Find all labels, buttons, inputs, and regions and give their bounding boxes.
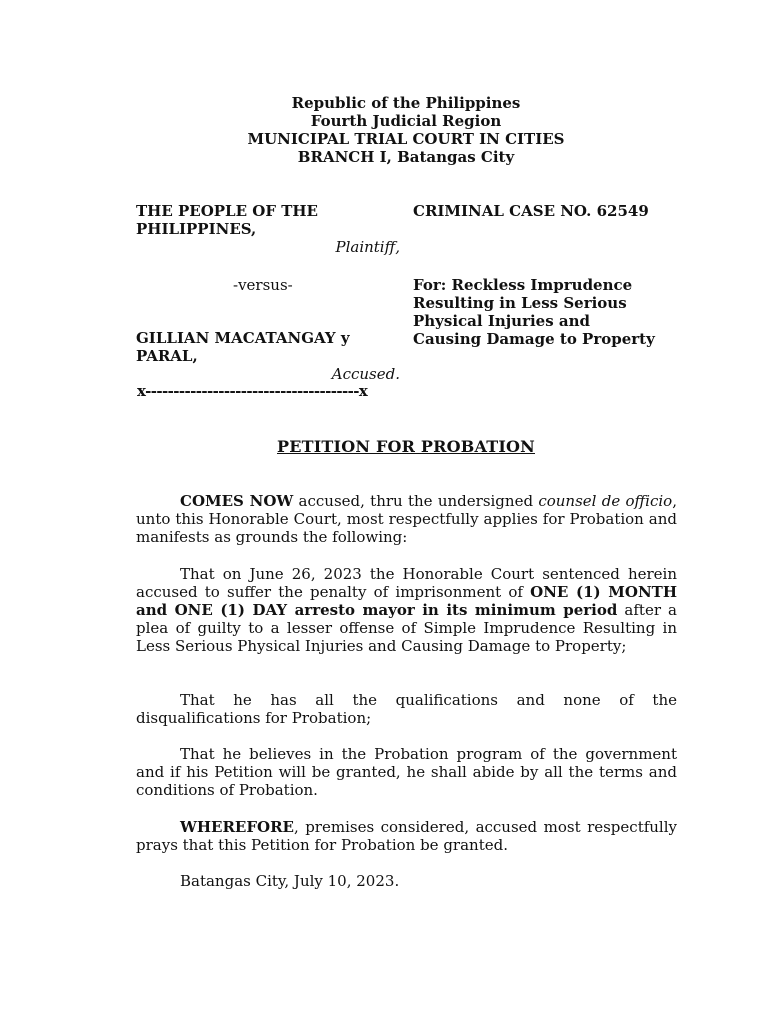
document-title: PETITION FOR PROBATION <box>277 437 535 456</box>
p1-text1: accused, thru the undersigned <box>293 492 539 510</box>
plaintiff-name-line1: THE PEOPLE OF THE <box>136 202 318 220</box>
header-court: MUNICIPAL TRIAL COURT IN CITIES <box>247 130 565 148</box>
court-header <box>0 94 768 166</box>
header-region: Fourth Judicial Region <box>310 112 502 130</box>
paragraph-program: That he believes in the Probation program of the government and if his Petition will be granted, he shall abide by all the terms and conditions of Probation. <box>136 745 677 799</box>
paragraph-qualifications: That he has all the qualifications and none of the disqualifications for Probation; <box>136 691 677 727</box>
comes-now-bold: COMES NOW <box>180 492 294 510</box>
accused-name-line2: PARAL, <box>136 347 198 365</box>
wherefore-bold: WHEREFORE <box>180 818 294 836</box>
offense-block <box>413 276 713 348</box>
header-republic: Republic of the Philippines <box>291 94 521 112</box>
counsel-de-officio: counsel de officio <box>538 492 673 510</box>
plaintiff-role: Plaintiff, <box>335 238 400 256</box>
p2-text2: after a plea of guilty to a lesser offense of Simple Imprudence Resulting in Less Serious Physical Injuries and Causing Damage to Property; <box>136 601 677 655</box>
accused-name-line1: GILLIAN MACATANGAY y <box>136 329 350 347</box>
p1-text2: , unto this Honorable Court, most respectfully applies for Probation and manifests as grounds the following: <box>136 492 677 546</box>
paragraph-comes-now <box>136 492 677 546</box>
paragraph-date: Batangas City, July 10, 2023. <box>180 872 400 890</box>
p2-text1: That on June 26, 2023 the Honorable Court sentenced herein accused to suffer the penalty of imprisonment of <box>136 565 677 601</box>
penalty-bold: ONE (1) MONTH and ONE (1) DAY arresto mayor in its minimum period <box>136 583 677 619</box>
accused-role: Accused. <box>331 365 400 383</box>
header-branch: BRANCH I, Batangas City <box>297 148 515 166</box>
offense-line1: For: Reckless Imprudence <box>413 276 633 294</box>
versus-label: -versus- <box>233 276 293 294</box>
plaintiff-name-line2: PHILIPPINES, <box>136 220 257 238</box>
offense-line2: Resulting in Less Serious <box>413 294 627 312</box>
case-number: CRIMINAL CASE NO. 62549 <box>413 202 649 220</box>
plaintiff-block <box>136 202 406 256</box>
p5-text: , premises considered, accused most respectfully prays that this Petition for Probation be granted. <box>136 818 677 854</box>
paragraph-sentence <box>136 565 677 655</box>
offense-line3: Physical Injuries and <box>413 312 590 330</box>
caption-divider: x--------------------------------------x <box>137 382 368 400</box>
accused-block <box>136 329 406 383</box>
offense-line4: Causing Damage to Property <box>413 330 655 348</box>
paragraph-wherefore <box>136 818 677 854</box>
